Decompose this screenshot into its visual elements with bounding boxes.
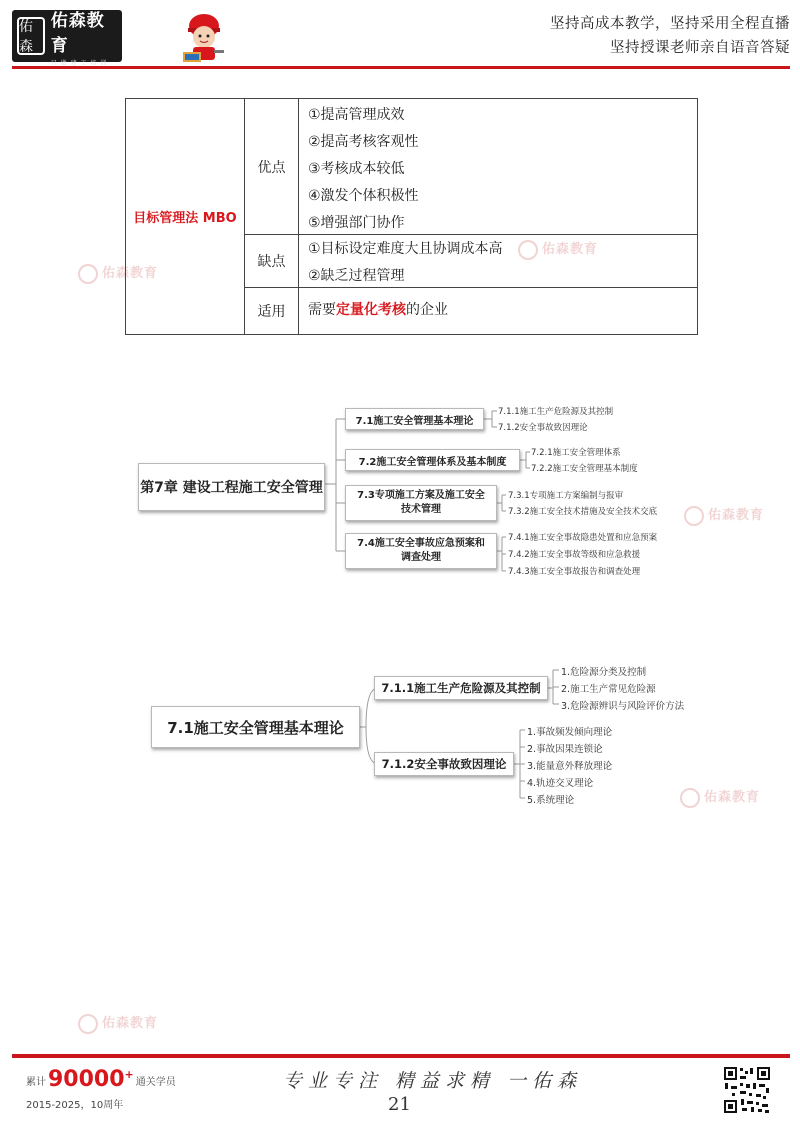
list-item: ①提高管理成效 bbox=[308, 107, 405, 123]
method-name: 目标管理法 MBO bbox=[133, 211, 237, 226]
brand-name: 佑森教育 bbox=[50, 10, 105, 56]
page-number: 21 bbox=[388, 1094, 411, 1115]
list-item: ②提高考核客观性 bbox=[308, 134, 419, 150]
list-item: ③考核成本较低 bbox=[308, 161, 405, 177]
watermark: 佑森教育 bbox=[78, 262, 158, 284]
apply-highlight: 定量化考核 bbox=[336, 302, 406, 318]
mindmap-leaf: 7.2.1施工安全管理体系 bbox=[531, 448, 621, 458]
mindmap-leaf: 7.3.1专项施工方案编制与报审 bbox=[508, 491, 624, 501]
list-item: ⑤增强部门协作 bbox=[308, 215, 405, 231]
mindmap-branch: 7.1.2安全事故致因理论 bbox=[374, 752, 514, 776]
mindmap-leaf: 7.4.3施工安全事故报告和调查处理 bbox=[508, 567, 641, 577]
acc-label: 累计 bbox=[26, 1077, 46, 1088]
mindmap-leaf: 2.施工生产常见危险源 bbox=[561, 684, 656, 695]
acc-number: 90000 bbox=[48, 1067, 125, 1092]
mindmap-leaf: 7.1.2安全事故致因理论 bbox=[498, 423, 588, 433]
watermark: 佑森教育 bbox=[684, 504, 764, 526]
calligraphy-motto: 专业专注 精益求精 一佑森 bbox=[283, 1070, 583, 1092]
list-item: ②缺乏过程管理 bbox=[308, 268, 405, 284]
mindmap-leaf: 3.能量意外释放理论 bbox=[527, 761, 613, 772]
mindmap-leaf: 1.事故频发倾向理论 bbox=[527, 727, 613, 738]
watermark: 佑森教育 bbox=[78, 1012, 158, 1034]
mindmap-branch: 7.1施工安全管理基本理论 bbox=[345, 408, 484, 430]
acc-suffix: 通关学员 bbox=[135, 1077, 176, 1088]
mindmap-root: 7.1施工安全管理基本理论 bbox=[151, 706, 360, 748]
mindmap-branch: 7.1.1施工生产危险源及其控制 bbox=[374, 676, 548, 700]
mindmap-root: 第7章 建设工程施工安全管理 bbox=[138, 463, 325, 511]
watermark: 佑森教育 bbox=[518, 238, 598, 260]
watermark: 佑森教育 bbox=[680, 786, 760, 808]
list-item: ④激发个体积极性 bbox=[308, 188, 419, 204]
mindmap-leaf: 4.轨迹交叉理论 bbox=[527, 778, 594, 789]
mindmap-leaf: 7.4.2施工安全事故等级和应急救援 bbox=[508, 550, 641, 560]
apply-suffix: 的企业 bbox=[406, 302, 448, 318]
apply-prefix: 需要 bbox=[308, 302, 336, 318]
row-label-advantages: 优点 bbox=[245, 99, 299, 234]
row-label-disadvantages: 缺点 bbox=[245, 235, 299, 287]
mindmap-branch: 7.2施工安全管理体系及基本制度 bbox=[345, 449, 520, 471]
qr-code-icon bbox=[723, 1066, 771, 1114]
slogan-line-2: 坚持授课老师亲自语音答疑 bbox=[610, 40, 790, 56]
row-label-applicable: 适用 bbox=[245, 288, 299, 334]
logo-seal: 佑森 bbox=[17, 17, 45, 55]
mindmap-branch: 7.3专项施工方案及施工安全技术管理 bbox=[345, 485, 497, 521]
acc-plus: + bbox=[124, 1068, 134, 1081]
footer-stats bbox=[26, 1068, 176, 1111]
footer-divider bbox=[12, 1054, 790, 1058]
mindmap-leaf: 7.3.2施工安全技术措施及安全技术交底 bbox=[508, 507, 658, 517]
brand-slogan: 只 做 建 工 培 训 bbox=[50, 59, 108, 67]
mindmap-leaf: 3.危险源辨识与风险评价方法 bbox=[561, 701, 685, 712]
slogan-line-1: 坚持高成本教学，坚持采用全程直播 bbox=[550, 16, 790, 32]
mindmap-leaf: 7.2.2施工安全管理基本制度 bbox=[531, 464, 638, 474]
mindmap-leaf: 1.危险源分类及控制 bbox=[561, 667, 647, 678]
mindmap-leaf: 5.系统理论 bbox=[527, 795, 575, 806]
mindmap-leaf: 2.事故因果连锁论 bbox=[527, 744, 603, 755]
mindmap-branch: 7.4施工安全事故应急预案和调查处理 bbox=[345, 533, 497, 569]
list-item: ①目标设定难度大且协调成本高 bbox=[308, 241, 503, 257]
mindmap-leaf: 7.4.1施工安全事故隐患处置和应急预案 bbox=[508, 533, 658, 543]
mindmap-leaf: 7.1.1施工生产危险源及其控制 bbox=[498, 407, 614, 417]
years-label: 2015-2025，10周年 bbox=[26, 1100, 124, 1111]
